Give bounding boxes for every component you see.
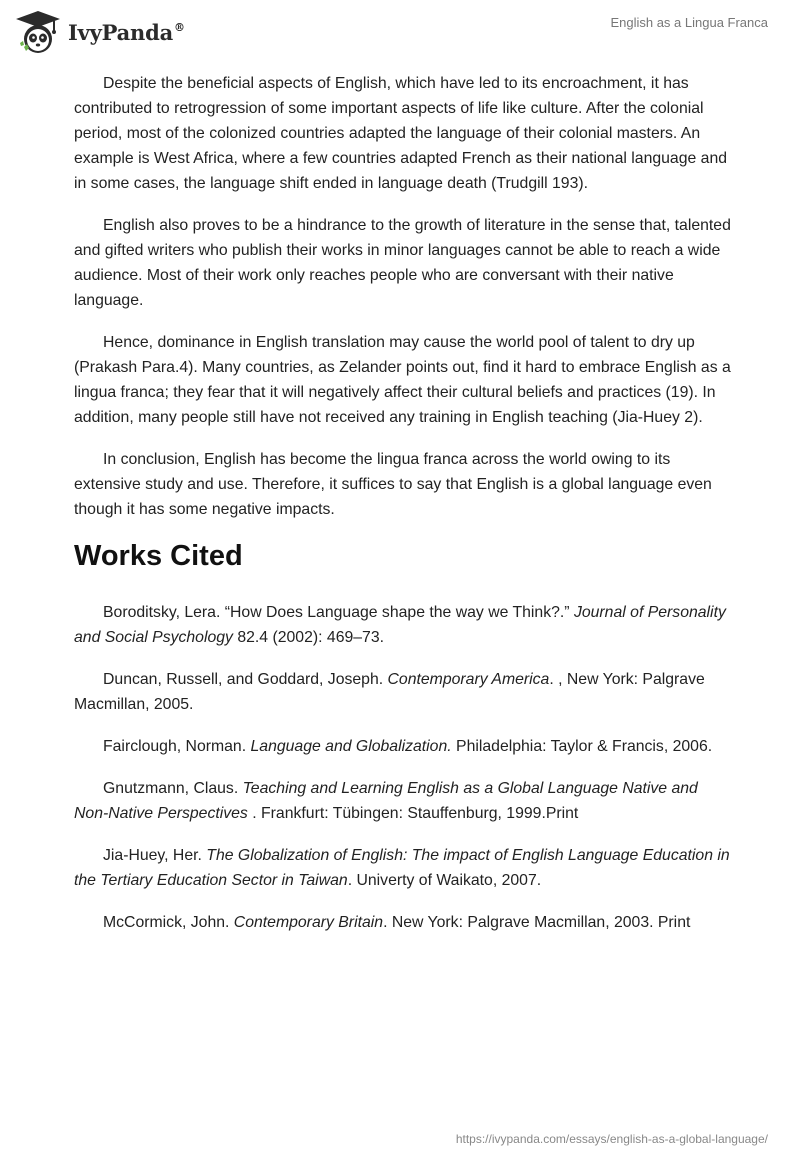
citation-entry: Boroditsky, Lera. “How Does Language shape the way we Think?.” Journal of Personality and Social Psychology 82.4 (2002): 469–73.	[74, 604, 726, 646]
document-title: English as a Lingua Franca	[610, 15, 768, 30]
body-paragraph: Despite the beneficial aspects of English, which have led to its encroachment, it has contributed to retrogression of some important aspects of life like culture. After the colonial period, most of the colonized countries adapted the language of their colonial masters. An example is West Africa, where a few countries adapted French as their national language and in some cases, the language shift ended in language death (Trudgill 193).	[74, 75, 728, 192]
essay-content	[74, 71, 734, 952]
body-paragraph: English also proves to be a hindrance to the growth of literature in the sense that, talented and gifted writers who publish their works in minor languages cannot be able to reach a wide audience. Most of their work only reaches people who are conversant with their native language.	[74, 217, 731, 309]
panda-graduate-icon	[14, 9, 62, 55]
body-paragraph: In conclusion, English has become the lingua franca across the world owing to its extensive study and use. Therefore, it suffices to say that English is a global language even though it has some negative impacts.	[74, 451, 712, 518]
citation-entry: Fairclough, Norman. Language and Globalization. Philadelphia: Taylor & Francis, 2006.	[103, 738, 713, 755]
citation-entry: Gnutzmann, Claus. Teaching and Learning English as a Global Language Native and Non-Native Perspectives . Frankfurt: Tübingen: Stauffenburg, 1999.Print	[74, 780, 698, 822]
source-url[interactable]: https://ivypanda.com/essays/english-as-a-global-language/	[455, 1132, 768, 1146]
ivypanda-logo[interactable]	[14, 9, 185, 55]
page-header	[0, 0, 800, 62]
citation-entry: Jia-Huey, Her. The Globalization of English: The impact of English Language Education in the Tertiary Education Sector in Taiwan. Univerty of Waikato, 2007.	[74, 847, 730, 889]
citation-entry: McCormick, John. Contemporary Britain. New York: Palgrave Macmillan, 2003. Print	[103, 914, 691, 931]
brand-name: IvyPanda®	[68, 19, 185, 45]
citation-entry: Duncan, Russell, and Goddard, Joseph. Contemporary America. , New York: Palgrave Macmillan, 2005.	[74, 671, 705, 713]
body-paragraph: Hence, dominance in English translation may cause the world pool of talent to dry up (Prakash Para.4). Many countries, as Zelander points out, find it hard to embrace English as a lingua franca; they fear that it will negatively affect their cultural beliefs and practices (19). In addition, many people still have not received any training in English teaching (Jia-Huey 2).	[74, 334, 731, 426]
works-cited-heading: Works Cited	[74, 540, 243, 572]
